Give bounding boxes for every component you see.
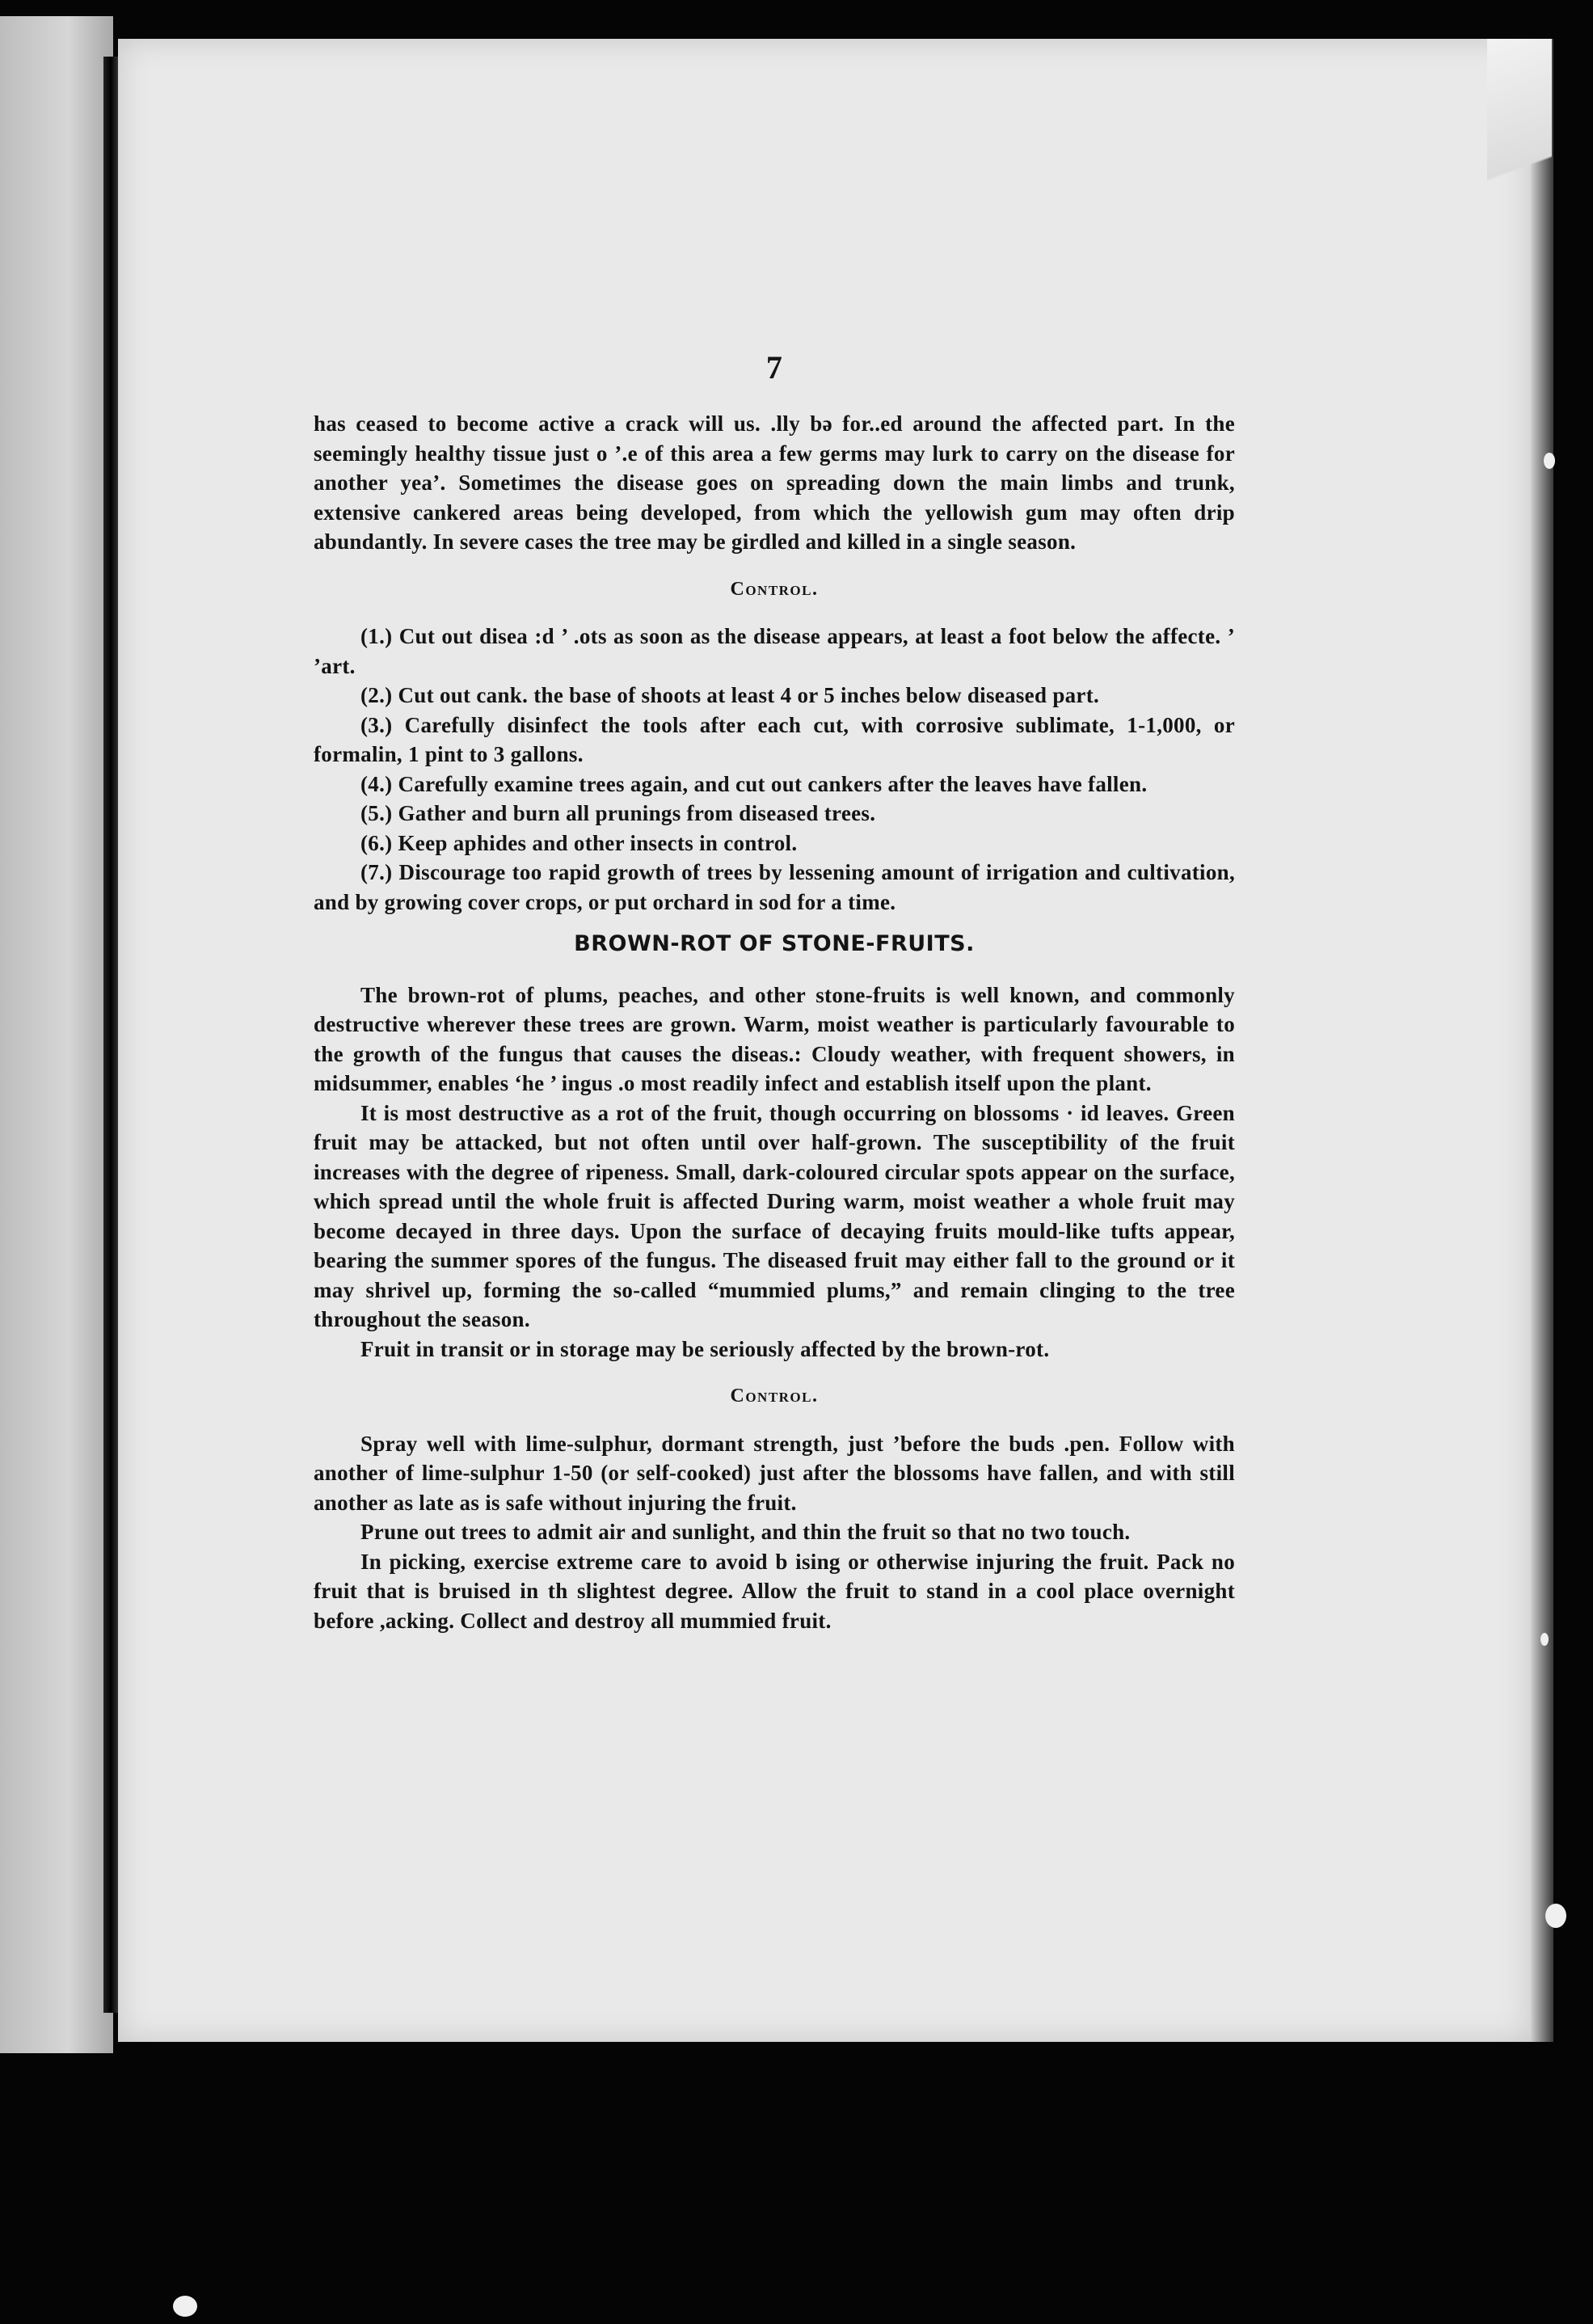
scan-speck	[1545, 1904, 1566, 1928]
control-item: (5.) Gather and burn all prunings from diseased trees.	[360, 801, 876, 825]
page-number: 7	[765, 349, 783, 386]
control-item: (7.) Discourage too rapid growth of trees by lessening amount of irrigation and cultivation, and by growing cover crops, or put orchard in sod for a time.	[314, 860, 1235, 914]
control-paragraph: In picking, exercise extreme care to avoid b ising or otherwise injuring the fruit. Pack no fruit that is bruised in th slightest degree. Allow the fruit to stand in a cool place overnight before ,acking. Collect and destroy all mummied fruit.	[314, 1549, 1235, 1633]
control-item: (6.) Keep aphides and other insects in control.	[360, 830, 798, 855]
control-heading: Control.	[730, 578, 819, 600]
section-title: BROWN-ROT OF STONE-FRUITS.	[574, 931, 975, 956]
body-paragraph: It is most destructive as a rot of the fruit, though occurring on blossoms · id leaves. Green fruit may be attacked, but not often until over half-grown. The susceptibility of the fruit increases with the degree of ripeness. Small, dark-coloured circular spots appear on the surface, which spread until the whole fruit is affected During warm, moist weather a whole fruit may become decayed in three days. Upon the surface of decaying fruits mould-like tufts appear, bearing the summer spores of the fungus. The diseased fruit may either fall to the ground or it may shrivel up, forming the so-called “mummied plums,” and remain clinging to the tree throughout the season.	[314, 1100, 1235, 1331]
control-item: (4.) Carefully examine trees again, and cut out cankers after the leaves have fallen.	[360, 771, 1148, 796]
body-paragraph: The brown-rot of plums, peaches, and other stone-fruits is well known, and commonly destructive wherever these trees are grown. Warm, moist weather is particularly favourable to the growth of the fungus that causes the diseas.: Cloudy weather, with frequent showers, in midsummer, enables ‘he ’ ingus .o most readily infect and establish itself upon the plant.	[314, 982, 1235, 1095]
control-paragraph: Prune out trees to admit air and sunlight, and thin the fruit so that no two touch.	[360, 1520, 1131, 1544]
intro-paragraph: has ceased to become active a crack will us. .lly bə for..ed around the affected part. In the seemingly healthy tissue just o ’.e of this area a few germs may lurk to carry on the disease for another yea’. Sometimes the disease goes on spreading down the main limbs and trunk, extensive cankered areas being developed, from which the yellowish gum may often drip abundantly. In severe cases the tree may be girdled and killed in a single season.	[314, 411, 1235, 554]
scan-speck	[1544, 453, 1555, 469]
left-page-edge	[0, 16, 113, 2053]
control-item: (1.) Cut out disea :d ’ .ots as soon as the disease appears, at least a foot below the affecte. ’ ’art.	[314, 624, 1235, 678]
book-spine	[103, 57, 118, 2013]
page-content	[314, 348, 1235, 1635]
scan-speck	[1540, 1633, 1549, 1646]
torn-corner	[1487, 39, 1552, 249]
page-edge-shadow	[1531, 39, 1553, 2042]
control-heading: Control.	[730, 1386, 819, 1407]
control-item: (2.) Cut out cank. the base of shoots at least 4 or 5 inches below diseased part.	[360, 683, 1100, 707]
control-paragraph: Spray well with lime-sulphur, dormant strength, just ’before the buds .pen. Follow with another of lime-sulphur 1-50 (or self-cooked) just after the blossoms have fallen, and with still another as late as is safe without injuring the fruit.	[314, 1431, 1235, 1515]
body-paragraph: Fruit in transit or in storage may be seriously affected by the brown-rot.	[360, 1336, 1050, 1361]
control-item: (3.) Carefully disinfect the tools after each cut, with corrosive sublimate, 1-1,000, or formalin, 1 pint to 3 gallons.	[314, 712, 1235, 766]
scan-speck	[173, 2296, 197, 2317]
